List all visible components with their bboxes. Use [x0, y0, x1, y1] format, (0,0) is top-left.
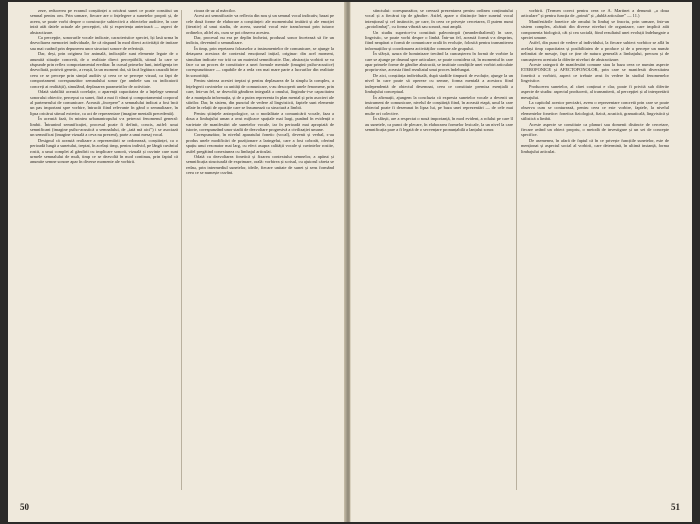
paragraph: În această fază, în mintea urbanantropului s-a petrecut fenomenul general: limbii. Întrunind semnificației, procesul poate fi definit, concis, astfel: unui semnificant (imagine psiho-acustică a semnalului, de „iată mă aici”) i se asociază un semnificat (imagine vizuală a ceva nu prezent), parte a unui mesaj vocal. — [30, 116, 178, 138]
paragraph: rioara de uz al mărcilor. — [194, 8, 236, 13]
paragraph: stinctului: corespunzător, se creează prezentarea pentru ordinea conținutului vocal și a fiecărui tip de gândire. Astfel, apare o distincție între sunetul vocal intențional și cel instinctiv, pe care, în ceea ce privește cercetarea, îl putem numi „protolimbaj”, cu forma vibrată sau sonoră, mai amplă. — [365, 8, 513, 30]
paragraph: Designul că această realizare a reprezentării se ordonează, conștiinței, ca o perioadă lungă a sunetului, treptat, în același timp, pentru individ, pe lângă cuvântul rostit, a unui complet al gândirii cu implicare sonoră, vizuală și cuvinte care sunt urmele semnalului de mult, timp ce se dezvoltă în mod continuu, prin faptul că anumite semne sonore apar în diverse momente ale vorbirii. — [30, 137, 178, 165]
paragraph: La capitolul acestor precizări, avem o reprezentare concretă prin care se poate observa cum se conturează, pentru ceea ce este vorbire, faptele, la nivelul elementelor fonetice: fonetica fiziologică, fizică, acustică, gramaticală, lingvistică și stilistică a limbii. — [521, 99, 669, 122]
paragraph: Pentru științele antropologice, ca o modalitate a comunicării vocale, faza a doua a limbajului uman a avut mijloace spațiale mai largi, punând în evidență o varietate de manifestări ale sunetelor vocale, iar în perioadă mai apropiată de istorie, corespunzând unor stadii de dezvoltare progresivă a civilizației umane. — [186, 110, 334, 132]
paragraph: Aceste categorii de manifestări comune stau la baza ceea ce numim aspecte ETEROFONICE și AFECTOFONOLOR, prin care se manifestă diversitatea fonetică a vorbirii, aspect ce trebuie avut în vedere în studiul fenomenelor lingvistice. — [521, 62, 669, 84]
paragraph: Ca percepție, sonorurile vocale indicate, caracteristice speciei, își lasă urma în dezvoltarea memoriei individuale, fie că răspund în mod direct activității de imitare sau mai curând prin depunerea unor structuri sonore de referință. — [30, 35, 178, 51]
left-page-column-2 — [186, 8, 334, 492]
left-page-column-1 — [30, 8, 178, 492]
paragraph: Dar, procesul nu era pe deplin încheiat, produsul sonor încetează să fie un indiciu, devenind o semnalizare. — [186, 35, 334, 46]
right-page-column-2 — [521, 8, 669, 492]
paragraph: Manifestările fonetice ale omului în limbaj se înscriu, prin urmare, într-un sistem complex, alcătuit din diverse niveluri de organizare, care implică atât componenta biologică, cât și cea socială, fiind rezultatul unei evoluții îndelungate a speciei umane. — [521, 18, 669, 41]
paragraph: În sfârșit, are a respectat o nouă importanță, în mod evident, a rolului pe care îl au sunetele, ca punct de plecare, în elaborarea formelor lexicale, la un nivel la care semnificația pare a fi legată de o secvențare pronunțabilă a lanțului sonor. — [365, 116, 513, 132]
paragraph: Producerea sunetelor, al cărei conținut e clar, poate fi privită sub diferite aspecte de studiu: aspectul producerii, al transmiterii, al percepției și al interpretării mesajului. — [521, 83, 669, 100]
paragraph: În afirmații, ajungem la concluzia că expresia sunetelor vocale a devenit un instrument de comunicare, nivelul de conștiință fiind, în această etapă, unul la care obiectul poate fi desemnat în lipsa lui, pe baza unei reprezentări — de cele mai multe ori colective. — [365, 94, 513, 116]
page-number: 51 — [671, 502, 680, 512]
paragraph: De asemenea, în afară de faptul că în ce privește funcțiile sunetelor, este de menționat și aspectul social al vorbirii, care determină, în ultimă instanță, forma limbajului articulat. — [521, 137, 669, 154]
paragraph: Acest act semnificativ va reflecta din nou și un semnal vocal indicativ, bazat pe cele două forme de elaborare a conștiinței: ale momentului imitării și ale emoției (iterativ) al unui stadiu, de aceea, sunetul vocal este transformat prin tuturor ordinelor, altfel zis, cum se pot observa acestea. — [186, 13, 334, 35]
right-page — [350, 2, 692, 522]
paragraph: zeze, reducerea pe ecranul conștiinței a oricărui sunet ce poate constitui un semnal pentru om. Prin urmare, fiecare are o înțelegere a sunetelor proprii și, de aceea, se poate vorbi despre o construcție subiectivă a obiectelor auditive, în care intră atât datele actuale ale percepției, cât și experiența anterioară — aspect de abstractizare. — [30, 8, 178, 35]
right-page-column-1 — [365, 8, 513, 492]
paragraph: Odată stabilită această corelație, o aparență capacitatea de a înțelege semnul sonorului obiectiv, perceput ca sunet, fără a mai fi vânat și comportamentul corporal al partenerului de comunicare. Această „începere” a semnalului indicat a fost încă un pas important spre vorbire, întrucât fiind relevante în gând o semnalizare, în lipsa oricărui stimul exterior, ca act de reprezentare (imagine mentală precedentă). — [30, 89, 178, 116]
paragraph: În sfârșit, uzura de hominizare trecând la cunoașterea în formă de vorbire la care se ajunge pe drumul spre articulare, se poate considera că, în momentul în care apar primele forme de gândire abstractă, se instituie condițiile unei vorbiri articulate propriu-zise, aceasta fiind rezultatul unui proces îndelungat. — [365, 51, 513, 73]
paragraph: Corespunzător, în nivelul aparatului fonetic (vocal), devenit și verbal, s-au produs unele modificări de poziționare a laringelui, care a fost coborât, oferind spațiu unui rezonator mai larg, cu efect asupra calității vocale și cuvintelor rostite, astfel pregătind conexiunea cu limbajul articulat. — [186, 132, 334, 154]
column-divider — [516, 10, 517, 490]
paragraph: Odată cu dezvoltarea fonetică și fixarea contextului semnelor, a apărut și semnificația structurală de exprimare, orală: vorbirea și scrisul, cu ajutorul căreia se redau, prin intermediul sunetelor, ideile, fiecare unitate de sunet și sens formând ceea ce se numește cuvânt. — [186, 153, 334, 176]
paragraph: Un studiu superior-i-a constituit paleontropii (neanderthalienii) în care, lingvistic, se poate vorbi despre o limbă. Într-un fel, această formă s-a desprins, fiind neapărat o formă de comunicare orală în evoluție, folosită pentru transmiterea informațiilor și coordonarea activităților comune ale grupului. — [365, 29, 513, 51]
paragraph: În timp, prin repetarea foloaselor a instrumentelor de comunicare, se ajunge la detașarea acestora de contextul emoțional inițial, originar: din acel moment, simultan indicate vor trăi ca un material semnificativ. Dar, abstracția vorbirii se va face ca un proces de constituire a unei formule mentale (imagini psiho-acustice) corespunzătoare — capabile de a reda cea mai mare parte a lucrurilor din realitate în sonorității. — [186, 45, 334, 78]
paragraph: Dar, deși, prin originea lor animală, indicațiile sunt elemente legate de o anumită situație concretă, de o realitate direct perceptibilă, stimul la care se răspunde prin reflex comportamental ereditar. În cursul primelor luni, inteligența ter dezvoltată, potrivit genetic, a reușit, la un moment dat, să facă legătura cauzală între ceea ce se percepe prin simțul auditiv și ceea ce se percepe vizual, ca fapt de comportament corespunzător semnalului sonor (pe ambele sau cu indicatorii concreți ai realității), simulând, deplasarea parametrilor de activitate. — [30, 51, 178, 89]
paragraph: vorbirii. (Termen corect pentru ceea ce A. Martinet a denumit „a doua articulare” și pentru funcția de „primă” și „dublă articulare” — 11.) — [521, 8, 669, 19]
paragraph: Pentru sinteza acestei treptat și pentru deplasarea de la simplu la complex, a înțelegerii cuvintelor ca unități de comunicare, s-au descoperit unele fenomene, prin care, într-un fel, se dezvoltă gândirea integrală a omului, lărgindu-i-se capacitatea de a manipula informația, și de a putea reprezenta în plan mental și prin asocieri ale stărilor. Dar, în sistem, din punctul de vedere al lingvisticii, faptele sunt elemente aflate în relații de opoziție care se însumează ca structură a limbii. — [186, 78, 334, 111]
paragraph: Astfel, din punct de vedere al individului, la fiecare subiect vorbitor se află în același timp capacitatea și posibilitatea de a produce și de a percepe un număr nelimitat de mesaje, fapt ce ține de natura generală a limbajului, precum și de cunoașterea acestuia la diferite niveluri de abstractizare. — [521, 40, 669, 62]
paragraph: Aceste aspecte se constituie ca planuri sau domenii distincte de cercetare, fiecare având un obiect propriu, o metodă de investigare și un set de concepte specifice. — [521, 121, 669, 138]
page-number: 50 — [20, 502, 29, 512]
left-page — [8, 2, 346, 522]
paragraph: De aici, conștiința individuală, după stadiile timpurii de evoluție, ajunge la un nivel în care poate să opereze cu semne, forma mentală a acestora fiind independentă de obiectul desemnat, ceea ce constituie premisa esențială a limbajului conceptual. — [365, 72, 513, 95]
column-divider — [181, 10, 182, 490]
